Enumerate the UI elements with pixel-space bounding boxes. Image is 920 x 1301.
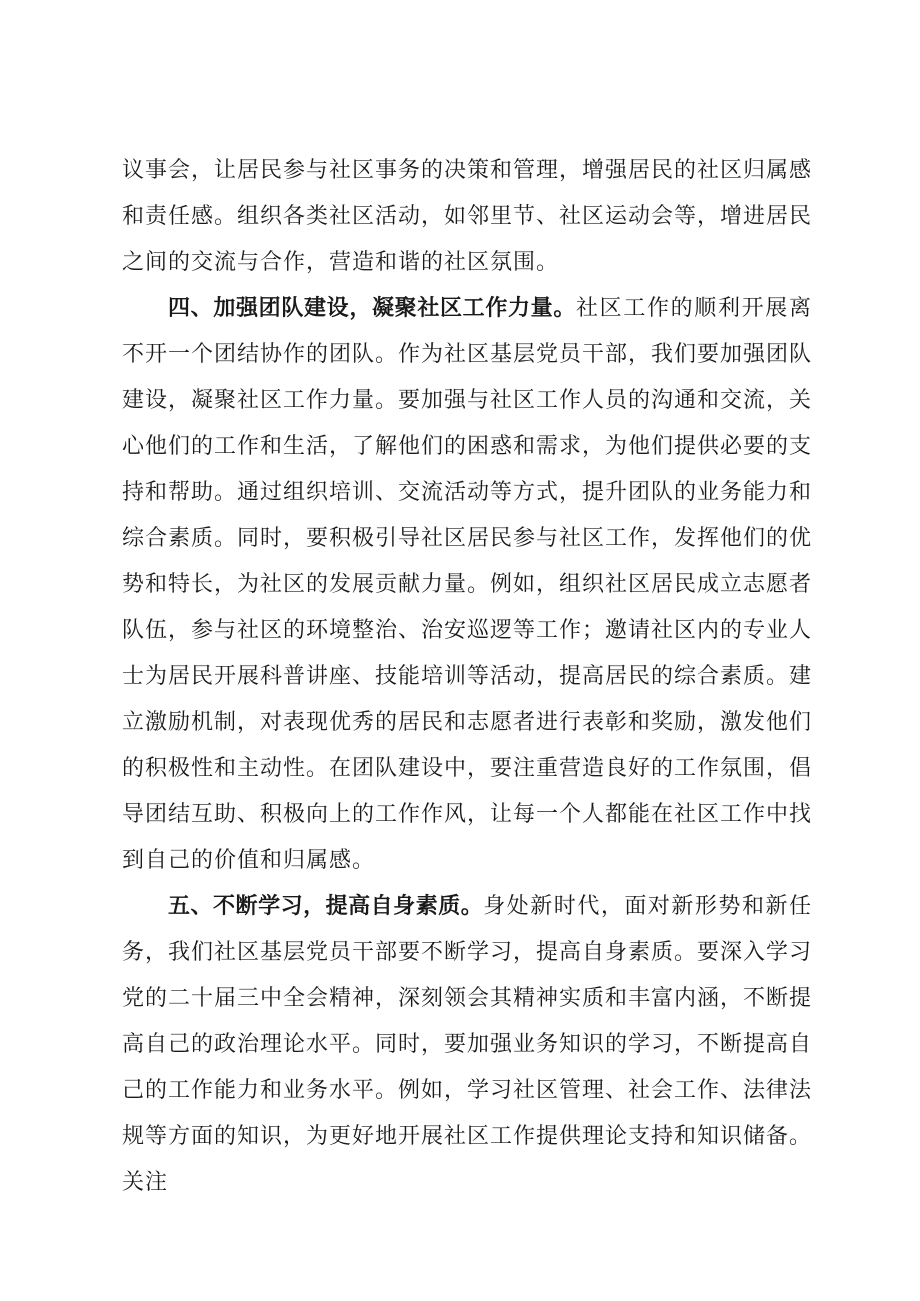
paragraph-text: 议事会，让居民参与社区事务的决策和管理，增强居民的社区归属感和责任感。组织各类社区活动，如邻里节、社区运动会等，增进居民之间的交流与合作，营造和谐的社区氛围。 [122, 158, 813, 275]
section-heading-five: 五、不断学习，提高自身素质。 [168, 894, 484, 919]
section-heading-four: 四、加强团队建设，凝聚社区工作力量。 [168, 296, 576, 321]
paragraph-text: 社区工作的顺利开展离不开一个团结协作的团队。作为社区基层党员干部，我们要加强团队建设，凝聚社区工作力量。要加强与社区工作人员的沟通和交流，关心他们的工作和生活，了解他们的困惑和需求，为他们提供必要的支持和帮助。通过组织培训、交流活动等方式，提升团队的业务能力和综合素质。同时，要积极引导社区居民参与社区工作，发挥他们的优势和特长，为社区的发展贡献力量。例如，组织社区居民成立志愿者队伍，参与社区的环境整治、治安巡逻等工作；邀请社区内的专业人士为居民开展科普讲座、技能培训等活动，提高居民的综合素质。建立激励机制，对表现优秀的居民和志愿者进行表彰和奖励，激发他们的积极性和主动性。在团队建设中，要注重营造良好的工作氛围，倡导团结互助、积极向上的工作作风，让每一个人都能在社区工作中找到自己的价值和归属感。 [122, 296, 813, 873]
paragraph-text: 身处新时代，面对新形势和新任务，我们社区基层党员干部要不断学习，提高自身素质。要深入学习党的二十届三中全会精神，深刻领会其精神实质和丰富内涵，不断提高自己的政治理论水平。同时，要加强业务知识的学习，不断提高自己的工作能力和业务水平。例如，学习社区管理、社会工作、法律法规等方面的知识，为更好地开展社区工作提供理论支持和知识储备。关注 [122, 894, 813, 1195]
document-body [122, 148, 812, 1206]
paragraph-continuation [122, 148, 812, 286]
paragraph-team-building [122, 286, 812, 884]
paragraph-continuous-learning [122, 884, 812, 1206]
